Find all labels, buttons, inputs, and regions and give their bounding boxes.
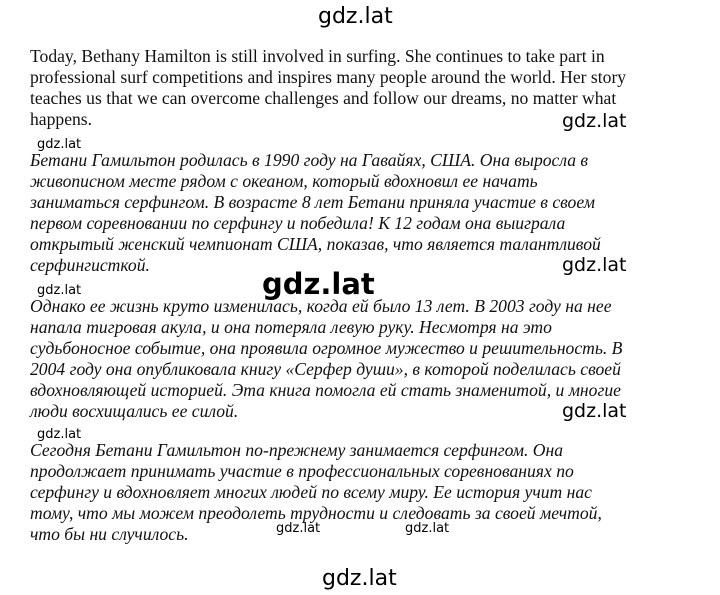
watermark-small-1: gdz.lat — [37, 137, 82, 152]
english-line: Today, Bethany Hamilton is still involved in surfing. She continues to take part in — [30, 46, 605, 66]
watermark-right-3: gdz.lat — [562, 400, 627, 422]
russian-line: серфингисткой. — [30, 255, 150, 275]
watermark-small-3: gdz.lat — [37, 427, 82, 442]
watermark-inline-2: gdz.lat — [405, 521, 450, 536]
russian-line: Бетани Гамильтон родилась в 1990 году на Гавайях, США. Она выросла в — [30, 150, 589, 170]
russian-line: первом соревновании по серфингу и победила! К 12 годам она выиграла — [30, 213, 566, 233]
russian-line: что бы ни случилось. — [30, 524, 189, 544]
english-paragraph — [30, 46, 670, 130]
russian-line: заниматься серфингом. В возрасте 8 лет Бетани приняла участие в своем — [30, 192, 595, 212]
watermark-right-1: gdz.lat — [562, 110, 627, 132]
russian-line: судьбоносное событие, она проявила огромное мужество и решительность. В — [30, 338, 623, 358]
watermark-center-bold: gdz.lat — [262, 267, 375, 301]
russian-line: тому, что мы можем преодолеть трудности и следовать за своей мечтой, — [30, 503, 602, 523]
watermark-inline-1: gdz.lat — [276, 521, 321, 536]
watermark-top: gdz.lat — [318, 4, 393, 29]
russian-line: вдохновляющей историей. Эта книга помогла ей стать знаменитой, и многие — [30, 380, 621, 400]
russian-line: серфингу и вдохновляет многих людей по всему миру. Ее история учит нас — [30, 482, 592, 502]
watermark-right-2: gdz.lat — [562, 254, 627, 276]
english-line: professional surf competitions and inspires many people around the world. Her story — [30, 67, 627, 87]
english-line: happens. — [30, 109, 93, 129]
russian-line: люди восхищались ее силой. — [30, 401, 239, 421]
russian-line: живописном месте рядом с океаном, который вдохновил ее начать — [30, 171, 538, 191]
russian-line: открытый женский чемпионат США, показав, что является талантливой — [30, 234, 601, 254]
english-line: teaches us that we can overcome challenges and follow our dreams, no matter what — [30, 88, 617, 108]
russian-line: 2004 году она опубликовала книгу «Серфер души», в которой поделилась своей — [30, 359, 621, 379]
watermark-small-2: gdz.lat — [37, 283, 82, 298]
russian-paragraph-1 — [30, 150, 670, 276]
russian-paragraph-3 — [30, 440, 670, 545]
russian-line: Однако ее жизнь круто изменилась, когда ей было 13 лет. В 2003 году на нее — [30, 296, 612, 316]
russian-paragraph-2 — [30, 296, 670, 422]
watermark-bottom: gdz.lat — [322, 566, 397, 591]
russian-line: продолжает принимать участие в профессиональных соревнованиях по — [30, 461, 574, 481]
russian-line: напала тигровая акула, и она потеряла левую руку. Несмотря на это — [30, 317, 552, 337]
russian-line: Сегодня Бетани Гамильтон по-прежнему занимается серфингом. Она — [30, 440, 564, 460]
